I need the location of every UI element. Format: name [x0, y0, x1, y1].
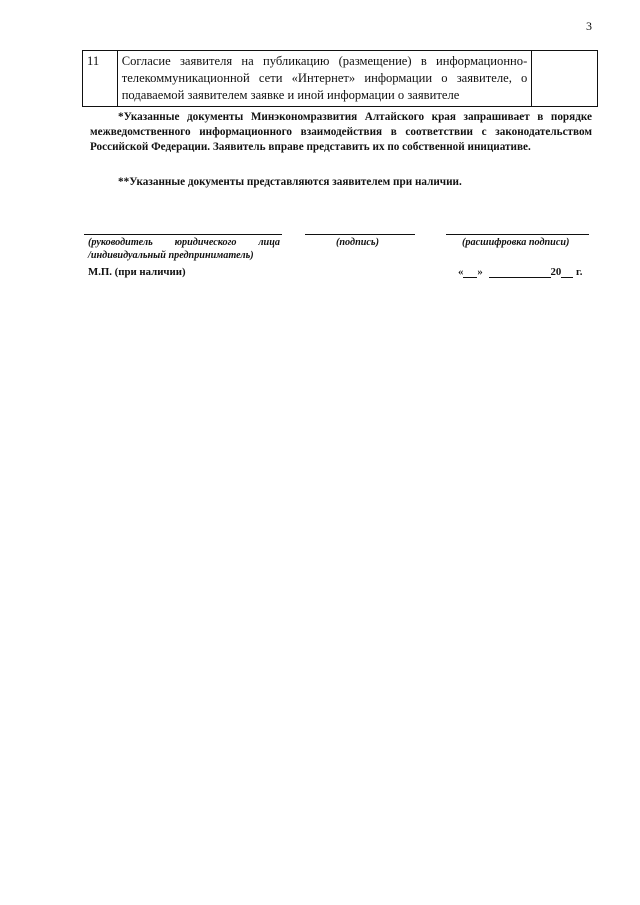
day-blank [463, 266, 477, 278]
footnote-interagency: *Указанные документы Минэкономразвития Алтайского края запрашивает в порядке межведомственного информационного взаимодействия в соответствии с законодательством Российской Федерации. Заявитель вправе представить их по собственной инициативе. [90, 111, 592, 153]
row-number-cell: 11 [83, 51, 118, 107]
stamp-label: М.П. (при наличии) [88, 266, 186, 278]
date-close-quote: » [477, 266, 483, 278]
signature-caption: (подпись) [336, 237, 379, 248]
page-number: 3 [586, 19, 592, 33]
date-open-quote: « [458, 266, 464, 278]
signature-line [305, 234, 415, 235]
signature-transcript-line [446, 234, 589, 235]
footnote-if-available: **Указанные документы представляются заявителем при наличии. [118, 176, 462, 188]
date-field [458, 266, 582, 278]
signature-transcript-caption: (расшифровка подписи) [462, 237, 570, 248]
year-prefix: 20 [550, 266, 562, 278]
footnotes [90, 110, 592, 190]
row-text-cell: Согласие заявителя на публикацию (размещение) в информационно-телекоммуникационной сети «Интернет» информации о заявителе, о подаваемой заявителем заявке и иной информации о заявителе [117, 51, 532, 107]
signer-position-caption-2: /индивидуальный предприниматель) [88, 250, 254, 261]
signer-position-line [84, 234, 282, 235]
month-blank [489, 266, 551, 278]
table-row [83, 51, 598, 107]
year-suffix: г. [576, 266, 583, 278]
documents-table [82, 50, 598, 107]
year-blank [561, 266, 573, 278]
row-empty-cell [532, 51, 598, 107]
signer-position-caption: (руководитель юридического лица [88, 237, 280, 248]
